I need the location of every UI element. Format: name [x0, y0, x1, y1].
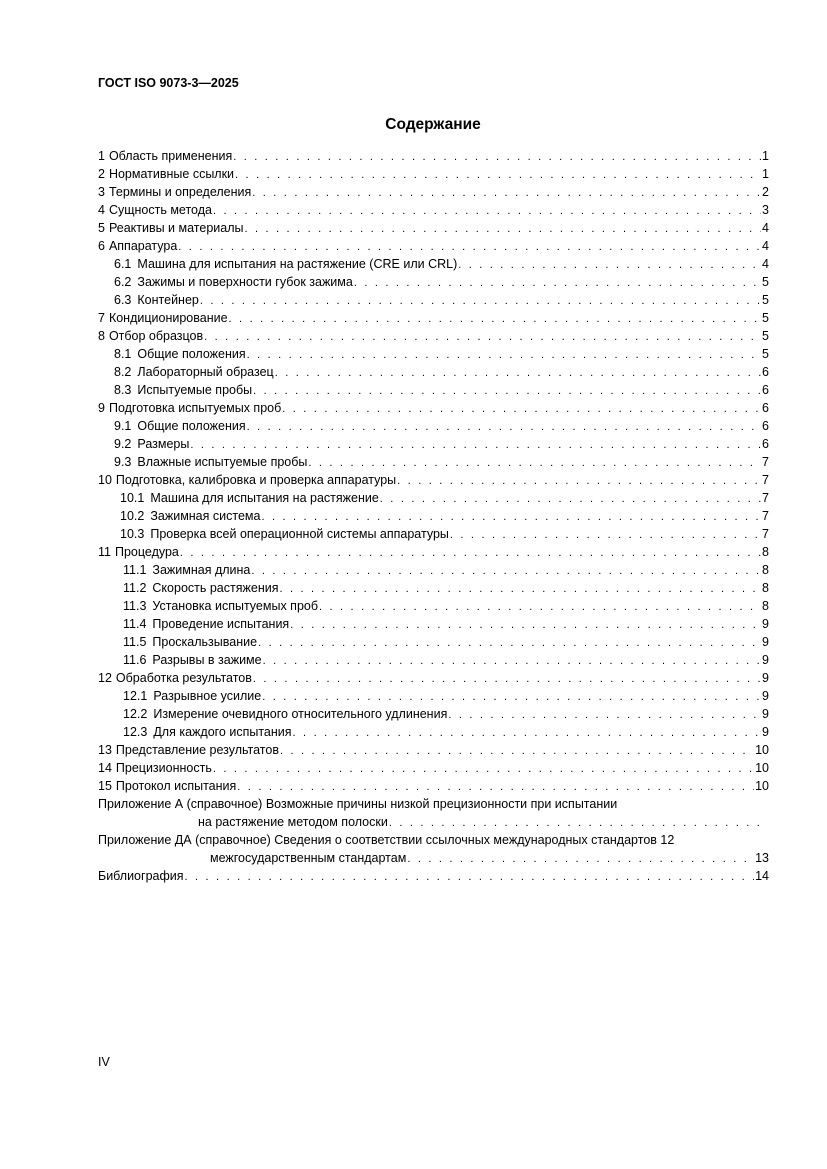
toc-entry[interactable] — [98, 759, 769, 777]
toc-entry-page: 6 — [762, 383, 769, 397]
leader-dots — [450, 526, 761, 544]
toc-entry[interactable] — [98, 183, 769, 201]
toc-entry-number: 8 — [98, 329, 105, 343]
toc-entry-number: 6 — [98, 239, 105, 253]
leader-dots — [458, 256, 761, 274]
toc-entry-number: 9.1 — [114, 419, 132, 433]
leader-dots — [247, 346, 761, 364]
toc-entry-title: Лабораторный образец — [137, 365, 274, 379]
toc-entry-number: 10.2 — [120, 509, 145, 523]
toc-entry-number: 3 — [98, 185, 105, 199]
toc-entry-title: Установка испытуемых проб — [152, 599, 319, 613]
toc-entry-page: 5 — [762, 329, 769, 343]
toc-entry-page: 9 — [762, 635, 769, 649]
toc-entry[interactable] — [98, 255, 769, 273]
toc-entry-title: Процедура — [114, 545, 179, 559]
toc-entry-number: 2 — [98, 167, 105, 181]
leader-dots — [253, 670, 761, 688]
leader-dots — [247, 418, 761, 436]
leader-dots — [275, 364, 761, 382]
toc-entry-number: 1 — [98, 149, 105, 163]
leader-dots — [448, 706, 761, 724]
leader-dots — [407, 850, 754, 868]
toc-entry-title: Зажимы и поверхности губок зажима — [137, 275, 353, 289]
toc-entry[interactable] — [98, 471, 769, 489]
toc-entry-number: 6.3 — [114, 293, 132, 307]
leader-dots — [252, 184, 761, 202]
toc-entry-number: 7 — [98, 311, 105, 325]
annex-da-page: 13 — [755, 851, 769, 865]
toc-entry-page: 5 — [762, 275, 769, 289]
toc-entry-number: 14 — [98, 761, 112, 775]
toc-entry[interactable] — [98, 777, 769, 795]
toc-entry[interactable] — [98, 327, 769, 345]
toc-entry[interactable] — [98, 669, 769, 687]
leader-dots — [262, 688, 761, 706]
toc-entry-page: 9 — [762, 707, 769, 721]
leader-dots — [319, 598, 761, 616]
toc-entry-page: 9 — [762, 725, 769, 739]
toc-entry[interactable] — [98, 147, 769, 165]
toc-entry-title: Измерение очевидного относительного удлинения — [153, 707, 448, 721]
leader-dots — [200, 292, 761, 310]
toc-entry-page: 7 — [762, 473, 769, 487]
toc-entry[interactable] — [98, 741, 769, 759]
toc-entry-title: Скорость растяжения — [152, 581, 279, 595]
toc-entry-title: Проскальзывание — [152, 635, 258, 649]
toc-entry[interactable] — [98, 381, 769, 399]
toc-entry-title: Область применения — [108, 149, 233, 163]
toc-entry-page: 1 — [762, 149, 769, 163]
leader-dots — [354, 274, 761, 292]
toc-entry[interactable] — [98, 489, 769, 507]
toc-entry-number: 12 — [98, 671, 112, 685]
bibliography-title: Библиография — [98, 869, 184, 883]
leader-dots — [263, 652, 761, 670]
toc-entry[interactable] — [98, 633, 769, 651]
toc-entry[interactable] — [98, 291, 769, 309]
toc-entry[interactable] — [98, 597, 769, 615]
toc-entry[interactable] — [98, 525, 769, 543]
leader-dots — [290, 616, 761, 634]
toc-entry-title: Кондиционирование — [108, 311, 228, 325]
leader-dots — [280, 742, 754, 760]
toc-entry-title: Влажные испытуемые пробы — [137, 455, 308, 469]
toc-entry-number: 15 — [98, 779, 112, 793]
toc-entry-number: 11.3 — [123, 599, 147, 613]
toc-entry-page: 6 — [762, 419, 769, 433]
leader-dots — [237, 778, 754, 796]
toc-entry[interactable] — [98, 165, 769, 183]
toc-entry-number: 10.1 — [120, 491, 145, 505]
toc-entry[interactable] — [98, 615, 769, 633]
leader-dots — [245, 220, 762, 238]
toc-entry[interactable] — [98, 687, 769, 705]
leader-dots — [235, 166, 761, 184]
toc-entry-number: 11.6 — [123, 653, 147, 667]
toc-entry-number: 10.3 — [120, 527, 145, 541]
toc-entry-title: Испытуемые пробы — [137, 383, 253, 397]
toc-entry-page: 9 — [762, 689, 769, 703]
toc-entry-number: 4 — [98, 203, 105, 217]
toc-entry-title: Зажимная система — [150, 509, 261, 523]
leader-dots — [282, 400, 761, 418]
toc-entry-number: 8.1 — [114, 347, 132, 361]
leader-dots — [253, 382, 761, 400]
toc-entry[interactable] — [98, 579, 769, 597]
toc-entry[interactable] — [98, 345, 769, 363]
toc-entry-page: 4 — [762, 221, 769, 235]
leader-dots — [258, 634, 761, 652]
toc-entry[interactable] — [98, 507, 769, 525]
leader-dots — [389, 814, 768, 832]
toc-entry-title: Термины и определения — [108, 185, 252, 199]
annex-a-title: Приложение А (справочное) Возможные причины низкой прецизионности при испытании — [98, 797, 618, 811]
toc-entry-page: 5 — [762, 293, 769, 307]
toc-entry[interactable] — [98, 453, 769, 471]
toc-entry[interactable] — [98, 651, 769, 669]
toc-entry-number: 11.4 — [123, 617, 147, 631]
toc-entry-page: 8 — [762, 599, 769, 613]
toc-entry-title: Реактивы и материалы — [108, 221, 244, 235]
toc-entry[interactable] — [98, 705, 769, 723]
toc-entry-page: 10 — [755, 743, 769, 757]
toc-entry-number: 5 — [98, 221, 105, 235]
leader-dots — [178, 238, 761, 256]
toc-entry-title: Общие положения — [137, 419, 246, 433]
toc-entry-title: Разрывы в зажиме — [152, 653, 262, 667]
leader-dots — [397, 472, 761, 490]
leader-dots — [293, 724, 762, 742]
toc-entry-page: 9 — [762, 653, 769, 667]
toc-entry-page: 8 — [762, 563, 769, 577]
leader-dots — [213, 760, 754, 778]
toc-entry-number: 9.2 — [114, 437, 132, 451]
toc-entry-page: 6 — [762, 437, 769, 451]
toc-entry-title: Протокол испытания — [115, 779, 237, 793]
toc-entry-title: Обработка результатов — [115, 671, 252, 685]
page-header: ГОСТ ISO 9073-3—2025 — [98, 76, 239, 90]
toc-entry-page: 7 — [762, 455, 769, 469]
page-title: Содержание — [385, 116, 481, 133]
toc-entry-title: Размеры — [137, 437, 190, 451]
toc-entry-page: 10 — [755, 779, 769, 793]
toc-entry-title: Представление результатов — [115, 743, 279, 757]
toc-entry-page: 9 — [762, 671, 769, 685]
toc-entry-page: 10 — [755, 761, 769, 775]
table-of-contents — [98, 147, 769, 885]
leader-dots — [213, 202, 761, 220]
toc-entry-number: 11.2 — [123, 581, 147, 595]
toc-entry-title: Машина для испытания на растяжение (CRE или CRL) — [137, 257, 458, 271]
annex-a-entry[interactable] — [98, 795, 769, 831]
toc-entry-title: Отбор образцов — [108, 329, 204, 343]
toc-entry[interactable] — [98, 435, 769, 453]
toc-entry-title: Машина для испытания на растяжение — [150, 491, 379, 505]
toc-entry-number: 10 — [98, 473, 112, 487]
toc-entry-number: 11 — [98, 545, 111, 559]
toc-entry[interactable] — [98, 543, 769, 561]
toc-entry-page: 8 — [762, 581, 769, 595]
leader-dots — [185, 868, 755, 886]
toc-entry-page: 9 — [762, 617, 769, 631]
toc-entry-page: 4 — [762, 239, 769, 253]
toc-entry[interactable] — [98, 237, 769, 255]
toc-entry-number: 13 — [98, 743, 112, 757]
toc-entry-title: Сущность метода — [108, 203, 212, 217]
annex-da-title: Приложение ДА (справочное) Сведения о соответствии ссылочных международных стандартов 12 — [98, 833, 675, 847]
toc-entry-page: 4 — [762, 257, 769, 271]
annex-da-title-cont: межгосударственным стандартам — [210, 851, 407, 865]
toc-entry[interactable] — [98, 417, 769, 435]
leader-dots — [180, 544, 761, 562]
leader-dots — [279, 580, 761, 598]
toc-entry-page: 2 — [762, 185, 769, 199]
toc-entry[interactable] — [98, 561, 769, 579]
toc-entry-number: 12.3 — [123, 725, 148, 739]
leader-dots — [229, 310, 762, 328]
annex-a-title-cont: на растяжение методом полоски — [198, 815, 388, 829]
toc-entry-page: 1 — [762, 167, 769, 181]
toc-entry[interactable] — [98, 219, 769, 237]
toc-entry-number: 9 — [98, 401, 105, 415]
toc-entry[interactable] — [98, 363, 769, 381]
toc-entry-page: 5 — [762, 311, 769, 325]
toc-entry-title: Прецизионность — [115, 761, 212, 775]
bibliography-entry[interactable] — [98, 867, 769, 885]
toc-entry-page: 5 — [762, 347, 769, 361]
toc-entry-number: 6.1 — [114, 257, 132, 271]
bibliography-page: 14 — [755, 869, 769, 883]
leader-dots — [380, 490, 761, 508]
toc-entry-number: 11.5 — [123, 635, 147, 649]
toc-entry-number: 8.2 — [114, 365, 132, 379]
toc-entry-number: 12.2 — [123, 707, 148, 721]
toc-entry-page: 7 — [762, 491, 769, 505]
toc-entry-title: Нормативные ссылки — [108, 167, 235, 181]
toc-entry-number: 11.1 — [123, 563, 147, 577]
toc-entry[interactable] — [98, 309, 769, 327]
toc-entry[interactable] — [98, 201, 769, 219]
toc-entry[interactable] — [98, 273, 769, 291]
leader-dots — [190, 436, 761, 454]
toc-entry-title: Для каждого испытания — [153, 725, 292, 739]
page-number: IV — [98, 1055, 110, 1069]
toc-entry[interactable] — [98, 723, 769, 741]
leader-dots — [233, 148, 761, 166]
leader-dots — [308, 454, 761, 472]
toc-entry-number: 9.3 — [114, 455, 132, 469]
toc-entry-page: 6 — [762, 401, 769, 415]
toc-entry[interactable] — [98, 399, 769, 417]
toc-entry-title: Общие положения — [137, 347, 246, 361]
toc-entry-number: 8.3 — [114, 383, 132, 397]
toc-entry-title: Подготовка, калибровка и проверка аппаратуры — [115, 473, 397, 487]
toc-entry-number: 6.2 — [114, 275, 132, 289]
toc-entry-title: Контейнер — [137, 293, 199, 307]
toc-entry-title: Аппаратура — [108, 239, 178, 253]
toc-entry-title: Подготовка испытуемых проб — [108, 401, 282, 415]
leader-dots — [261, 508, 761, 526]
toc-entry-title: Зажимная длина — [152, 563, 251, 577]
toc-entry-page: 7 — [762, 509, 769, 523]
toc-entry-page: 6 — [762, 365, 769, 379]
toc-entry-title: Проведение испытания — [152, 617, 290, 631]
leader-dots — [204, 328, 761, 346]
toc-entry-title: Разрывное усилие — [153, 689, 262, 703]
leader-dots — [251, 562, 761, 580]
toc-entry-page: 7 — [762, 527, 769, 541]
toc-entry-number: 12.1 — [123, 689, 148, 703]
toc-entry-page: 3 — [762, 203, 769, 217]
toc-entry-title: Проверка всей операционной системы аппаратуры — [150, 527, 449, 541]
annex-da-entry[interactable] — [98, 831, 769, 867]
toc-entry-page: 8 — [762, 545, 769, 559]
